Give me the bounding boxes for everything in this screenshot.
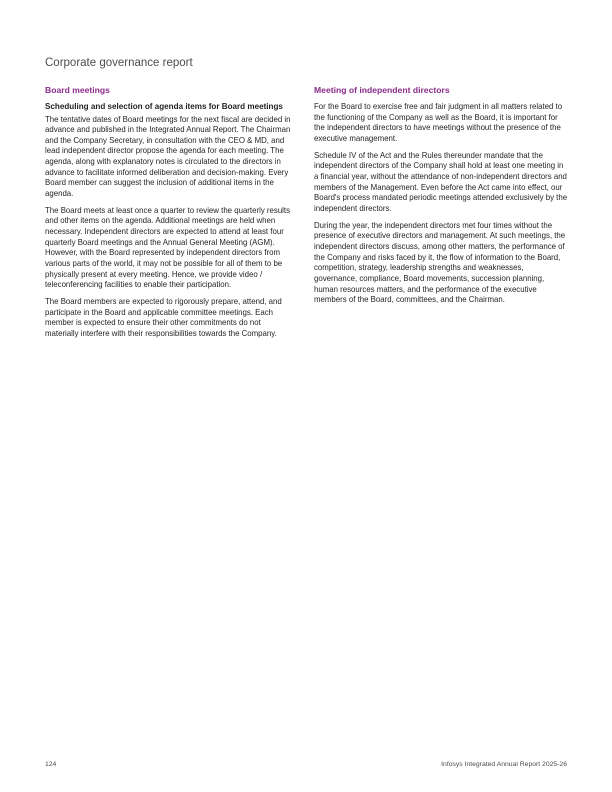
section-heading-independent-directors: Meeting of independent directors [314,85,450,95]
paragraph: The tentative dates of Board meetings for the next fiscal are decided in advance and published in the Integrated Annual Report. The Chairman and the Company Secretary, in consultation with the CEO & MD, and lead independent director propose the agenda for each meeting. The agenda, along with explanatory notes is circulated to the directors in advance to facilitate informed deliberation and decision-making. Every Board member can suggest the inclusion of additional items in the agenda. [45,114,291,199]
subheading-scheduling: Scheduling and selection of agenda items for Board meetings [45,102,283,111]
page-number: 124 [45,761,57,768]
footer-publication-title: Infosys Integrated Annual Report 2025-26 [441,761,567,768]
paragraph: The Board members are expected to rigorously prepare, attend, and participate in the Board and applicable committee meetings. Each member is expected to ensure their other commitments do not materially interfere with their responsibilities towards the Company. [45,297,282,338]
paragraph: Schedule IV of the Act and the Rules thereunder mandate that the independent directors of the Company shall hold at least one meeting in a financial year, without the attendance of non-independent directors and members of the Management. Even before the Act came into effect, our Board's process mandated periodic meetings attended exclusively by the independent directors. [314,150,568,213]
paragraph: For the Board to exercise free and fair judgment in all matters related to the functioning of the Company as well as the Board, it is important for the independent directors to have meetings without the presence of the executive management. [314,102,563,143]
right-column [314,85,568,312]
paragraph: The Board meets at least once a quarter to review the quarterly results and other items on the agenda. Additional meetings are held when necessary. Independent directors are expected to attend at least four quarterly Board meetings and the Annual General Meeting (AGM). However, with the Board represented by independent directors from various parts of the world, it may not be possible for all of them to be physically present at every meeting. Hence, we provide video / teleconferencing facilities to enable their participation. [45,205,291,290]
section-heading-board-meetings: Board meetings [45,85,110,95]
paragraph: During the year, the independent directors met four times without the presence of executive directors and management. At such meetings, the independent directors discuss, among other matters, the performance of the Company and risks faced by it, the flow of information to the Board, competition, strategy, leadership strengths and weaknesses, governance, compliance, Board movements, succession planning, human resources matters, and the performance of the executive members of the Board, committees, and the Chairman. [314,220,566,305]
left-column [45,85,295,346]
page-header: Corporate governance report [45,57,193,69]
